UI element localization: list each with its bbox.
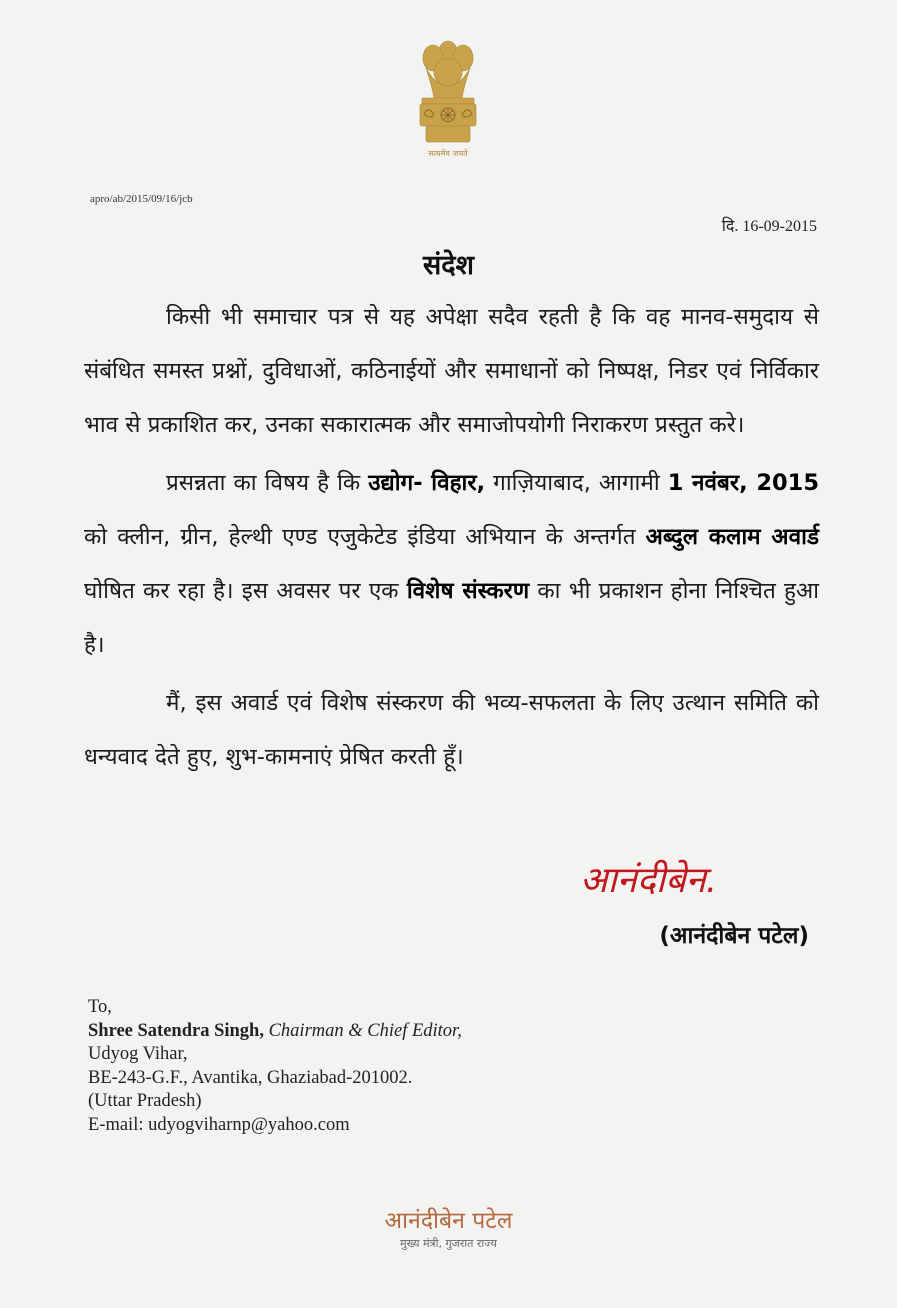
letter-heading: संदेश [423, 250, 474, 281]
p2-bold-udyog-vihar: उद्योग- विहार, [368, 470, 486, 496]
letter-body [84, 290, 819, 788]
address-line-2: BE-243-G.F., Avantika, Ghaziabad-201002. [88, 1067, 413, 1088]
address-line-3: (Uttar Pradesh) [88, 1091, 202, 1111]
p2-text-2: गाज़ियाबाद, आगामी [485, 470, 668, 496]
handwritten-signature [578, 852, 808, 908]
p2-bold-special-edition: विशेष संस्करण [406, 578, 530, 604]
address-name-line [88, 1020, 462, 1044]
letter-date: दि. 16-09-2015 [721, 218, 817, 235]
paragraph-1: किसी भी समाचार पत्र से यह अपेक्षा सदैव रहती है कि वह मानव-समुदाय से संबंधित समस्त प्रश्नों, दुविधाओं, कठिनाईयों और समाधानों को निष्पक्ष, निडर एवं निर्विकार भाव से प्रकाशित कर, उनका सकारात्मक और समाजोपयोगी निराकरण प्रस्तुत करे। [84, 304, 819, 438]
p2-bold-date: 1 नवंबर, 2015 [667, 470, 819, 496]
emblem-motto: सत्यमेव जयते [428, 149, 468, 158]
recipient-role: Chairman & Chief Editor, [263, 1020, 462, 1041]
p2-text-5: का भी प्रकाशन होना निश्चित हुआ है। [84, 578, 819, 658]
signatory-name: (आनंदीबेन पटेल) [659, 923, 809, 949]
address-to: To, [88, 997, 112, 1017]
p2-text-4: घोषित कर रहा है। इस अवसर पर एक [84, 578, 407, 604]
p2-bold-award: अब्दुल कलाम अवार्ड [645, 524, 819, 550]
p2-text-3: को क्लीन, ग्रीन, हेल्थी एण्ड एजुकेटेड इंडिया अभियान के अन्तर्गत [84, 524, 646, 550]
address-line-1: Udyog Vihar, [88, 1044, 188, 1064]
recipient-email: E-mail: udyogviharnp@yahoo.com [88, 1114, 350, 1135]
footer-title: मुख्य मंत्री, गुजरात राज्य [400, 1237, 497, 1250]
signature-text: आनंदीबेन. [580, 860, 718, 901]
recipient-address [88, 996, 462, 1137]
paragraph-3: मैं, इस अवार्ड एवं विशेष संस्करण की भव्य-सफलता के लिए उत्थान समिति को धन्यवाद देते हुए, शुभ-कामनाएं प्रेषित करती हूँ। [84, 690, 819, 770]
p2-text-1: प्रसन्नता का विषय है कि [166, 470, 369, 496]
recipient-name: Shree Satendra Singh, [88, 1020, 264, 1041]
reference-number: apro/ab/2015/09/16/jcb [90, 193, 193, 205]
footer-name: आनंदीबेन पटेल [384, 1208, 513, 1234]
national-emblem-icon [412, 28, 484, 168]
paragraph-2 [84, 456, 819, 672]
